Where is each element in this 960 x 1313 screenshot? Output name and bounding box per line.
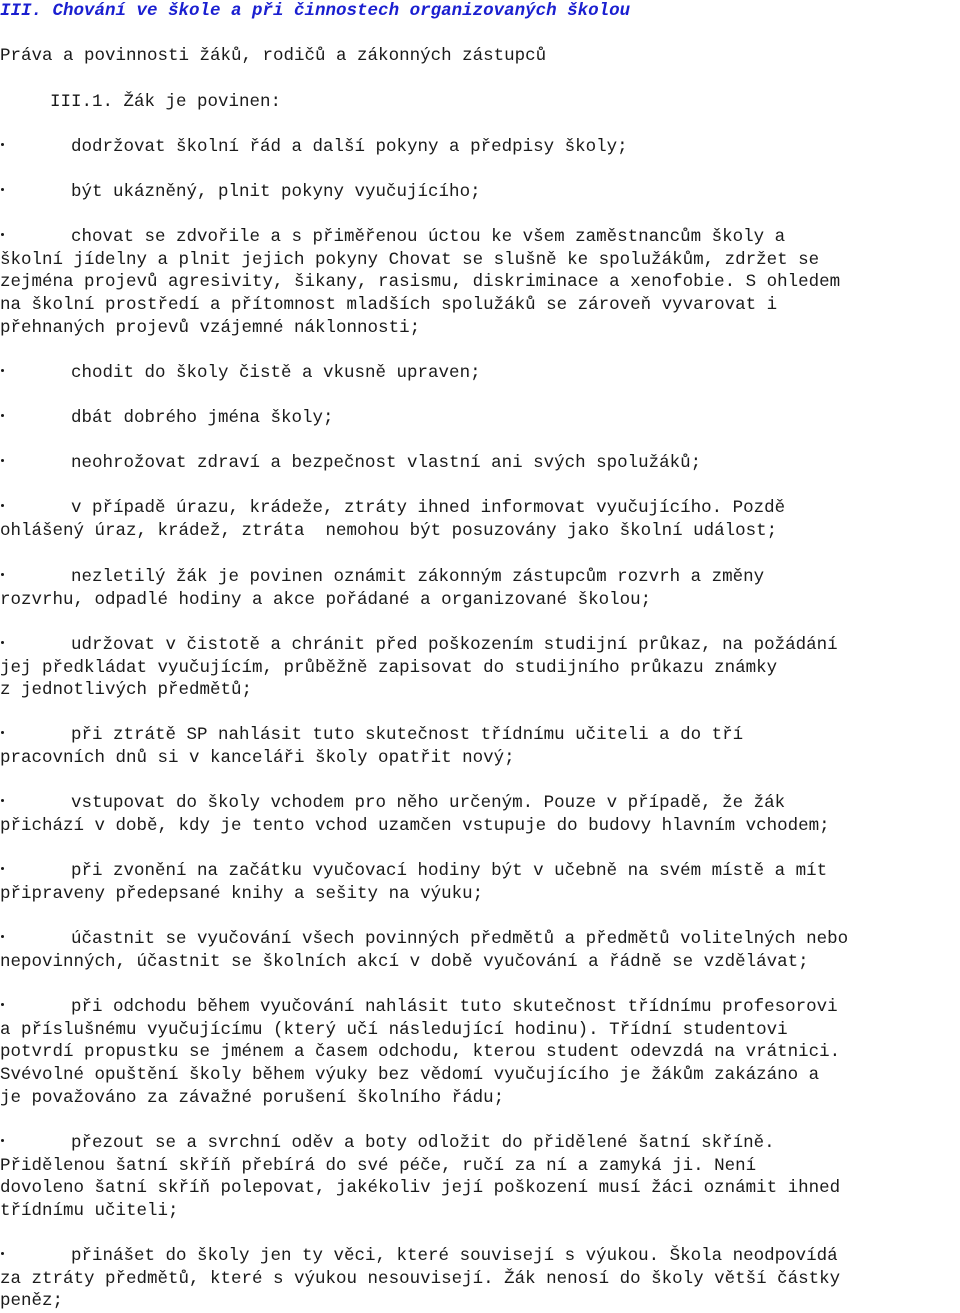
list-item-line: školní jídelny a plnit jejich pokyny Chovat se slušně ke spolužákům, zdržet se bbox=[0, 249, 820, 270]
bullet-icon bbox=[0, 407, 10, 430]
list-item-line: při ztrátě SP nahlásit tuto skutečnost třídnímu učiteli a do tří bbox=[71, 725, 744, 745]
list-item bbox=[0, 792, 830, 837]
list-item-line: a příslušnému vyučujícímu (který učí následující hodinu). Třídní studentovi bbox=[0, 1019, 788, 1040]
list-item-line: připraveny předepsané knihy a sešity na výuku; bbox=[0, 883, 484, 904]
list-item-line: přinášet do školy jen ty věci, které souvisejí s výukou. Škola neodpovídá bbox=[71, 1246, 838, 1266]
list-item-line: ohlášený úraz, krádež, ztráta nemohou být posuzovány jako školní událost; bbox=[0, 520, 778, 541]
list-item bbox=[0, 860, 827, 905]
list-item bbox=[0, 407, 334, 430]
section-subheading: Práva a povinnosti žáků, rodičů a zákonných zástupců bbox=[0, 46, 547, 66]
list-item bbox=[0, 226, 840, 339]
list-item-line: Přidělenou šatní skříň přebírá do své péče, ručí za ní a zamyká ji. Není bbox=[0, 1155, 757, 1176]
list-item-line: dbát dobrého jména školy; bbox=[71, 408, 334, 428]
list-item bbox=[0, 634, 838, 702]
list-item-line: jej předkládat vyučujícím, průběžně zapisovat do studijního průkazu známky bbox=[0, 657, 778, 678]
bullet-icon bbox=[0, 362, 10, 385]
bullet-icon bbox=[0, 497, 10, 520]
list-item-line: z jednotlivých předmětů; bbox=[0, 680, 253, 701]
list-item-line: třídnímu učiteli; bbox=[0, 1201, 179, 1222]
bullet-icon bbox=[0, 792, 10, 815]
bullet-icon bbox=[0, 928, 10, 951]
list-item-line: nepovinných, účastnit se školních akcí v době vyučování a řádně se vzdělávat; bbox=[0, 951, 809, 972]
list-item-line: peněz; bbox=[0, 1291, 64, 1312]
list-item-line: je považováno za závažné porušení školního řádu; bbox=[0, 1087, 505, 1108]
list-item-line: zejména projevů agresivity, šikany, rasismu, diskriminace a xenofobie. S ohledem bbox=[0, 272, 841, 293]
list-item bbox=[0, 928, 848, 973]
list-item-line: pracovních dnů si v kanceláři školy opatřit nový; bbox=[0, 747, 515, 768]
list-item-line: při odchodu během vyučování nahlásit tuto skutečnost třídnímu profesorovi bbox=[71, 997, 838, 1017]
bullet-icon bbox=[0, 996, 10, 1019]
list-item-line: přehnaných projevů vzájemné náklonnosti; bbox=[0, 317, 421, 338]
section-heading: III. Chování ve škole a při činnostech organizovaných školou bbox=[0, 1, 631, 21]
bullet-icon bbox=[0, 181, 10, 204]
list-item bbox=[0, 497, 785, 542]
list-item-line: přezout se a svrchní oděv a boty odložit do přidělené šatní skříně. bbox=[71, 1133, 775, 1153]
list-item-line: účastnit se vyučování všech povinných předmětů a předmětů volitelných nebo bbox=[71, 929, 849, 949]
bullet-icon bbox=[0, 136, 10, 159]
bullet-icon bbox=[0, 1132, 10, 1155]
list-item bbox=[0, 362, 481, 385]
list-item-line: chodit do školy čistě a vkusně upraven; bbox=[71, 363, 481, 383]
list-item-line: neohrožovat zdraví a bezpečnost vlastní ani svých spolužáků; bbox=[71, 453, 702, 473]
list-item bbox=[0, 566, 764, 611]
list-item-line: dodržovat školní řád a další pokyny a předpisy školy; bbox=[71, 137, 628, 157]
list-item bbox=[0, 1132, 840, 1223]
bullet-icon bbox=[0, 860, 10, 883]
list-item-line: při zvonění na začátku vyučovací hodiny být v učebně na svém místě a mít bbox=[71, 861, 828, 881]
list-item-line: přichází v době, kdy je tento vchod uzamčen vstupuje do budovy hlavním vchodem; bbox=[0, 815, 830, 836]
list-item-line: potvrdí propustku se jménem a časem odchodu, kterou student odevzdá na vrátnici. bbox=[0, 1042, 841, 1063]
list-item bbox=[0, 996, 840, 1109]
bullet-icon bbox=[0, 1245, 10, 1268]
list-item-line: Svévolné opuštění školy během výuky bez vědomí vyučujícího je žákům zakázáno a bbox=[0, 1065, 820, 1086]
list-item bbox=[0, 1245, 840, 1313]
list-item-line: vstupovat do školy vchodem pro něho určeným. Pouze v případě, že žák bbox=[71, 793, 786, 813]
list-item bbox=[0, 181, 481, 204]
obligations-intro: III.1. Žák je povinen: bbox=[50, 92, 282, 112]
bullet-icon bbox=[0, 724, 10, 747]
list-item-line: rozvrhu, odpadlé hodiny a akce pořádané a organizované školou; bbox=[0, 589, 652, 610]
list-item-line: na školní prostředí a přítomnost mladších spolužáků se zároveň vyvarovat i bbox=[0, 295, 778, 316]
bullet-icon bbox=[0, 566, 10, 589]
list-item bbox=[0, 136, 628, 159]
list-item-line: v případě úrazu, krádeže, ztráty ihned informovat vyučujícího. Pozdě bbox=[71, 498, 786, 518]
list-item-line: udržovat v čistotě a chránit před poškozením studijní průkaz, na požádání bbox=[71, 635, 838, 655]
list-item-line: být ukázněný, plnit pokyny vyučujícího; bbox=[71, 182, 481, 202]
bullet-icon bbox=[0, 226, 10, 249]
bullet-icon bbox=[0, 452, 10, 475]
list-item bbox=[0, 452, 701, 475]
list-item-line: chovat se zdvořile a s přiměřenou úctou ke všem zaměstnancům školy a bbox=[71, 227, 786, 247]
list-item-line: nezletilý žák je povinen oznámit zákonným zástupcům rozvrh a změny bbox=[71, 567, 765, 587]
list-item-line: dovoleno šatní skříň polepovat, jakékoliv její poškození musí žáci oznámit ihned bbox=[0, 1178, 841, 1199]
bullet-icon bbox=[0, 634, 10, 657]
list-item-line: za ztráty předmětů, které s výukou nesouvisejí. Žák nenosí do školy větší částky bbox=[0, 1268, 841, 1289]
list-item bbox=[0, 724, 743, 769]
